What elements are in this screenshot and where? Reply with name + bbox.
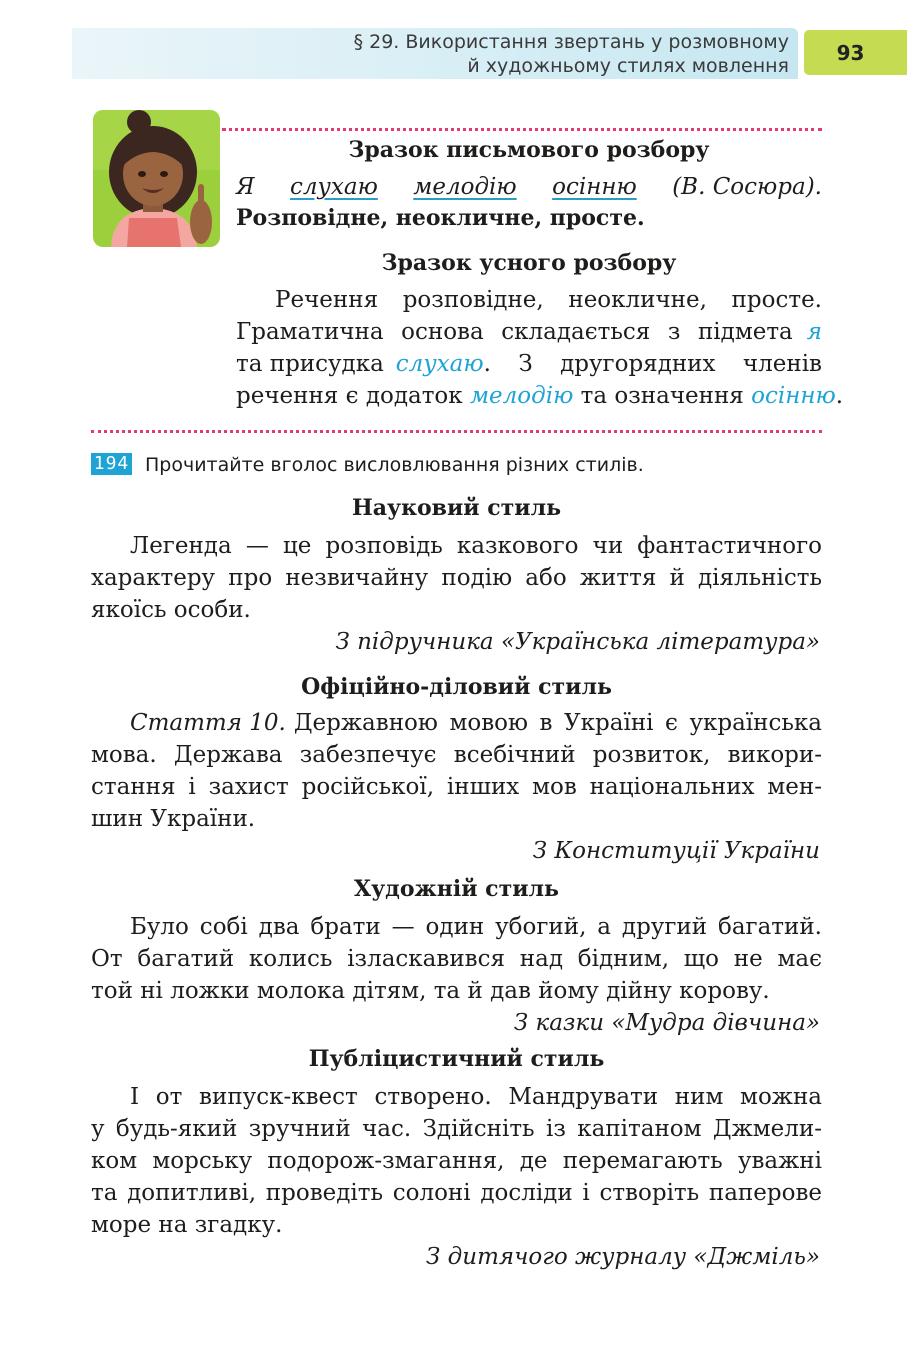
section-title-line-2: й художньому стилях мовлення [467,55,789,77]
exercise-instruction: Прочитайте вголос висловлювання різних стилів. [145,454,644,476]
written-analysis-description: Розповідне, неокличне, просте. [236,205,645,231]
subject-word: я [806,319,822,345]
official-style-title: Офіційно-діловий стиль [301,674,612,700]
artistic-text-line-1: Було собі два брати — один убогий, а другий багатий. [130,914,822,940]
written-analysis-title: Зразок письмового розбору [348,137,710,163]
scientific-text-line-2: характеру про незвичайну подію або життя й діяльність [91,565,822,591]
dotted-divider-bottom [91,430,822,433]
publicistic-text-line-3: ком морську подорож-змагання, де перемагають уважні [91,1148,822,1174]
oral-line-3-text-a: та присудка [236,351,384,377]
oral-line-2-text: Граматична основа складається з підмета [236,319,793,345]
oral-line-3-text-b: . З другорядних членів [483,351,822,377]
official-text-line-2: мова. Держава забезпечує всебічний розвиток, викори- [91,742,822,768]
example-word-ya: Я [236,174,255,200]
oral-analysis-line-4 [236,381,844,411]
oral-analysis-line-3 [236,349,822,379]
section-title [354,30,789,78]
publicistic-text-line-2: у будь-який зручний час. Здійсніть із капітаном Джмели- [91,1116,822,1142]
oral-analysis-title: Зразок усного розбору [381,250,677,276]
example-word-osinnyu: осінню [552,174,637,200]
object-word: мелодію [469,383,574,409]
predicate-word: слухаю [395,351,484,377]
official-text-line-4: шин України. [91,806,256,832]
dotted-divider-top [222,128,822,131]
publicistic-text-line-5: море на згадку. [91,1212,283,1238]
scientific-source: З підручника «Українська література» [335,629,820,655]
scientific-text-line-3: якоїсь особи. [91,597,251,623]
oral-analysis-line-1: Речення розповідне, неокличне, просте. [275,287,822,313]
official-line-1-text: Державною мовою в Україні є українська [293,710,822,736]
exercise-number-badge: 194 [91,453,132,475]
scientific-text-line-1: Легенда — це розповідь казкового чи фантастичного [130,533,822,559]
oral-line-4-text-a: речення є додаток [236,383,463,409]
scientific-style-title: Науковий стиль [351,495,562,521]
artistic-text-line-3: той ні ложки молока дітям, та й дав йому дійну корову. [91,978,770,1004]
example-sentence [236,172,822,202]
page-number: 93 [804,30,907,75]
girl-avatar-illustration [93,110,220,247]
oral-line-4-text-b: та означення [580,383,744,409]
section-title-line-1: § 29. Використання звертань у розмовному [353,31,789,53]
oral-line-4-dot: . [835,383,844,409]
publicistic-text-line-1: І от випуск-квест створено. Мандрувати ним можна [130,1084,822,1110]
artistic-source: З казки «Мудра дівчина» [513,1010,820,1036]
publicistic-text-line-4: та допитливі, проведіть солоні досліди і створіть паперове [91,1180,822,1206]
publicistic-source: З дитячого журналу «Джміль» [426,1244,820,1270]
artistic-text-line-2: От багатий колись ізласкавився над бідним, що не має [91,946,822,972]
official-text-line-1 [130,708,822,738]
publicistic-style-title: Публіцистичний стиль [308,1046,605,1072]
example-word-melodiyu: мелодію [413,174,517,200]
official-source: З Конституції України [532,838,820,864]
artistic-style-title: Художній стиль [354,876,559,902]
example-author: (В. Сосюра). [672,174,822,200]
attribute-word: осінню [751,383,836,409]
official-text-line-3: стання і захист російської, інших мов національних мен- [91,774,822,800]
official-article-label: Стаття 10. [130,710,286,736]
oral-analysis-line-2 [236,317,822,347]
example-word-sluhayu: слухаю [290,174,378,200]
